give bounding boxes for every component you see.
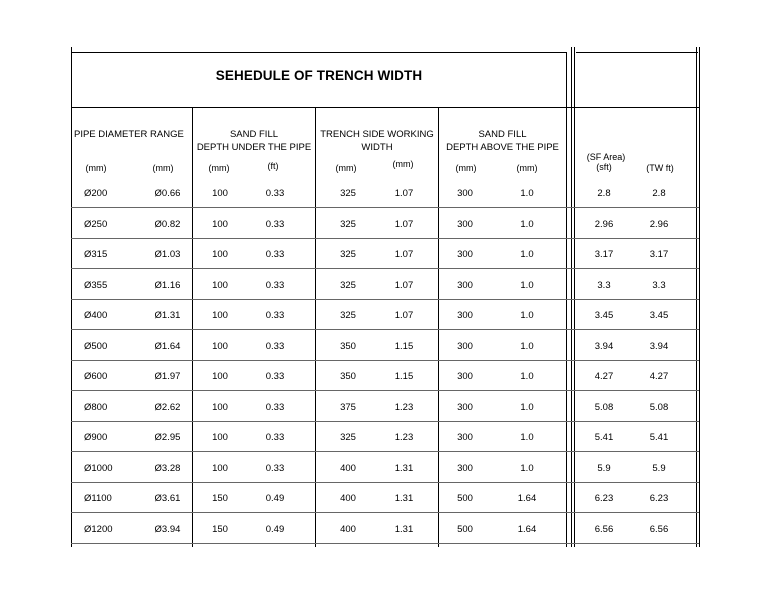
cell-pipe-mm: Ø900 (84, 432, 108, 443)
cell-trench-ft: 1.07 (394, 249, 414, 260)
cell-pipe-mm: Ø1100 (84, 493, 112, 504)
cell-trench-mm: 325 (340, 310, 356, 321)
cell-pipe-in: Ø0.82 (154, 219, 181, 230)
cell-trench-mm: 325 (340, 280, 356, 291)
cell-pipe-in: Ø3.94 (154, 524, 181, 535)
cell-trench-ft: 1.31 (394, 493, 414, 504)
cell-tw-ft: 5.41 (649, 432, 669, 443)
table-title: SEHEDULE OF TRENCH WIDTH (215, 68, 423, 83)
unit-sf-sft: (sft) (596, 162, 612, 172)
cell-above-mm: 300 (457, 402, 473, 413)
cell-tw-ft: 3.94 (649, 341, 669, 352)
cell-under-ft: 0.33 (265, 280, 285, 291)
cell-under-mm: 100 (212, 310, 228, 321)
cell-sf-area: 2.8 (597, 188, 611, 199)
cell-tw-ft: 3.45 (649, 310, 669, 321)
cell-pipe-mm: Ø500 (84, 341, 108, 352)
cell-tw-ft: 4.27 (649, 371, 669, 382)
header-sand-fill-under-line1: SAND FILL (229, 129, 279, 140)
cell-under-ft: 0.49 (265, 524, 285, 535)
cell-tw-ft: 2.8 (652, 188, 666, 199)
cell-pipe-mm: Ø1200 (84, 524, 113, 535)
cell-above-mm: 300 (457, 432, 473, 443)
cell-trench-ft: 1.07 (394, 310, 414, 321)
cell-above-mm: 300 (457, 310, 473, 321)
cell-above-ft: 1.64 (517, 524, 537, 535)
cell-trench-ft: 1.23 (394, 402, 414, 413)
cell-tw-ft: 3.3 (652, 280, 666, 291)
cell-sf-area: 2.96 (594, 219, 614, 230)
cell-sf-area: 3.3 (597, 280, 611, 291)
header-pipe-diameter: PIPE DIAMETER RANGE (74, 129, 184, 140)
cell-trench-ft: 1.23 (394, 432, 414, 443)
cell-trench-mm: 375 (340, 402, 356, 413)
header-sand-fill-under-line2: DEPTH UNDER THE PIPE (196, 142, 312, 153)
cell-above-ft: 1.0 (520, 432, 534, 443)
cell-under-mm: 100 (212, 280, 228, 291)
cell-under-mm: 100 (212, 432, 228, 443)
cell-pipe-in: Ø1.97 (154, 371, 181, 382)
cell-under-mm: 100 (212, 371, 228, 382)
cell-pipe-mm: Ø600 (84, 371, 108, 382)
cell-tw-ft: 5.9 (652, 463, 666, 474)
cell-sf-area: 3.17 (594, 249, 614, 260)
cell-above-mm: 300 (457, 371, 473, 382)
cell-under-ft: 0.49 (265, 493, 285, 504)
cell-pipe-in: Ø1.03 (154, 249, 181, 260)
cell-under-mm: 100 (212, 402, 228, 413)
cell-trench-mm: 325 (340, 188, 356, 199)
cell-pipe-mm: Ø315 (84, 249, 108, 260)
cell-trench-ft: 1.15 (394, 371, 414, 382)
cell-under-ft: 0.33 (265, 219, 285, 230)
unit-pipe-mm: (mm) (85, 163, 107, 173)
cell-above-mm: 300 (457, 219, 473, 230)
cell-under-ft: 0.33 (265, 249, 285, 260)
cell-trench-ft: 1.07 (394, 280, 414, 291)
cell-trench-mm: 350 (340, 371, 356, 382)
cell-sf-area: 3.94 (594, 341, 614, 352)
cell-sf-area: 4.27 (594, 371, 614, 382)
header-sand-fill-above-line1: SAND FILL (478, 129, 527, 140)
header-trench-side-line1: TRENCH SIDE WORKING (320, 129, 434, 140)
unit-trench-mm: (mm) (335, 163, 357, 173)
cell-trench-mm: 325 (340, 249, 356, 260)
header-sf-area: (SF Area) (586, 152, 626, 162)
cell-under-ft: 0.33 (265, 371, 285, 382)
cell-pipe-in: Ø2.62 (154, 402, 181, 413)
cell-under-mm: 100 (212, 341, 228, 352)
cell-above-mm: 300 (457, 463, 473, 474)
unit-tw-ft: (TW ft) (646, 163, 674, 173)
cell-above-ft: 1.0 (520, 341, 534, 352)
cell-under-ft: 0.33 (265, 310, 285, 321)
cell-trench-ft: 1.15 (394, 341, 414, 352)
cell-tw-ft: 3.17 (649, 249, 669, 260)
unit-trench-mm2: (mm) (392, 159, 414, 169)
cell-under-ft: 0.33 (265, 188, 285, 199)
cell-trench-mm: 325 (340, 219, 356, 230)
header-sand-fill-above-line2: DEPTH ABOVE THE PIPE (446, 142, 559, 153)
cell-sf-area: 5.41 (594, 432, 614, 443)
cell-above-ft: 1.64 (517, 493, 537, 504)
cell-pipe-in: Ø3.61 (154, 493, 181, 504)
cell-tw-ft: 2.96 (649, 219, 669, 230)
cell-under-ft: 0.33 (265, 463, 285, 474)
cell-above-ft: 1.0 (520, 310, 534, 321)
cell-pipe-in: Ø1.31 (154, 310, 181, 321)
cell-under-ft: 0.33 (265, 341, 285, 352)
cell-above-mm: 300 (457, 341, 473, 352)
cell-pipe-in: Ø2.95 (154, 432, 181, 443)
cell-trench-ft: 1.07 (394, 219, 414, 230)
cell-above-ft: 1.0 (520, 219, 534, 230)
cell-sf-area: 5.08 (594, 402, 614, 413)
unit-above-mm2: (mm) (516, 163, 538, 173)
cell-above-mm: 500 (457, 493, 473, 504)
cell-pipe-in: Ø1.16 (154, 280, 181, 291)
cell-above-mm: 300 (457, 188, 473, 199)
cell-trench-mm: 350 (340, 341, 356, 352)
cell-trench-ft: 1.07 (394, 188, 414, 199)
cell-sf-area: 5.9 (597, 463, 611, 474)
cell-above-ft: 1.0 (520, 463, 534, 474)
cell-pipe-in: Ø0.66 (154, 188, 181, 199)
unit-under-ft: (ft) (267, 161, 279, 171)
cell-above-ft: 1.0 (520, 371, 534, 382)
cell-above-ft: 1.0 (520, 188, 534, 199)
cell-trench-ft: 1.31 (394, 524, 414, 535)
cell-tw-ft: 6.56 (649, 524, 669, 535)
cell-under-mm: 150 (212, 524, 228, 535)
cell-trench-mm: 400 (340, 463, 356, 474)
cell-under-mm: 100 (212, 219, 228, 230)
cell-sf-area: 3.45 (594, 310, 614, 321)
cell-above-mm: 500 (457, 524, 473, 535)
cell-above-mm: 300 (457, 280, 473, 291)
cell-trench-mm: 400 (340, 493, 356, 504)
cell-tw-ft: 5.08 (649, 402, 669, 413)
cell-above-ft: 1.0 (520, 402, 534, 413)
cell-pipe-mm: Ø1000 (84, 463, 113, 474)
cell-pipe-in: Ø1.64 (154, 341, 181, 352)
cell-above-mm: 300 (457, 249, 473, 260)
cell-pipe-mm: Ø200 (84, 188, 108, 199)
unit-pipe-mm2: (mm) (152, 163, 174, 173)
cell-pipe-in: Ø3.28 (154, 463, 181, 474)
cell-trench-ft: 1.31 (394, 463, 414, 474)
cell-trench-mm: 400 (340, 524, 356, 535)
cell-sf-area: 6.56 (594, 524, 614, 535)
cell-under-mm: 100 (212, 463, 228, 474)
unit-under-mm: (mm) (208, 163, 230, 173)
cell-pipe-mm: Ø400 (84, 310, 108, 321)
cell-pipe-mm: Ø800 (84, 402, 108, 413)
cell-under-mm: 100 (212, 249, 228, 260)
cell-under-ft: 0.33 (265, 402, 285, 413)
cell-tw-ft: 6.23 (649, 493, 669, 504)
cell-above-ft: 1.0 (520, 280, 534, 291)
cell-under-ft: 0.33 (265, 432, 285, 443)
cell-pipe-mm: Ø355 (84, 280, 108, 291)
unit-above-mm: (mm) (455, 163, 477, 173)
cell-sf-area: 6.23 (594, 493, 614, 504)
cell-above-ft: 1.0 (520, 249, 534, 260)
cell-under-mm: 100 (212, 188, 228, 199)
cell-pipe-mm: Ø250 (84, 219, 108, 230)
cell-trench-mm: 325 (340, 432, 356, 443)
header-trench-side-line2: WIDTH (361, 142, 393, 153)
cell-under-mm: 150 (212, 493, 228, 504)
